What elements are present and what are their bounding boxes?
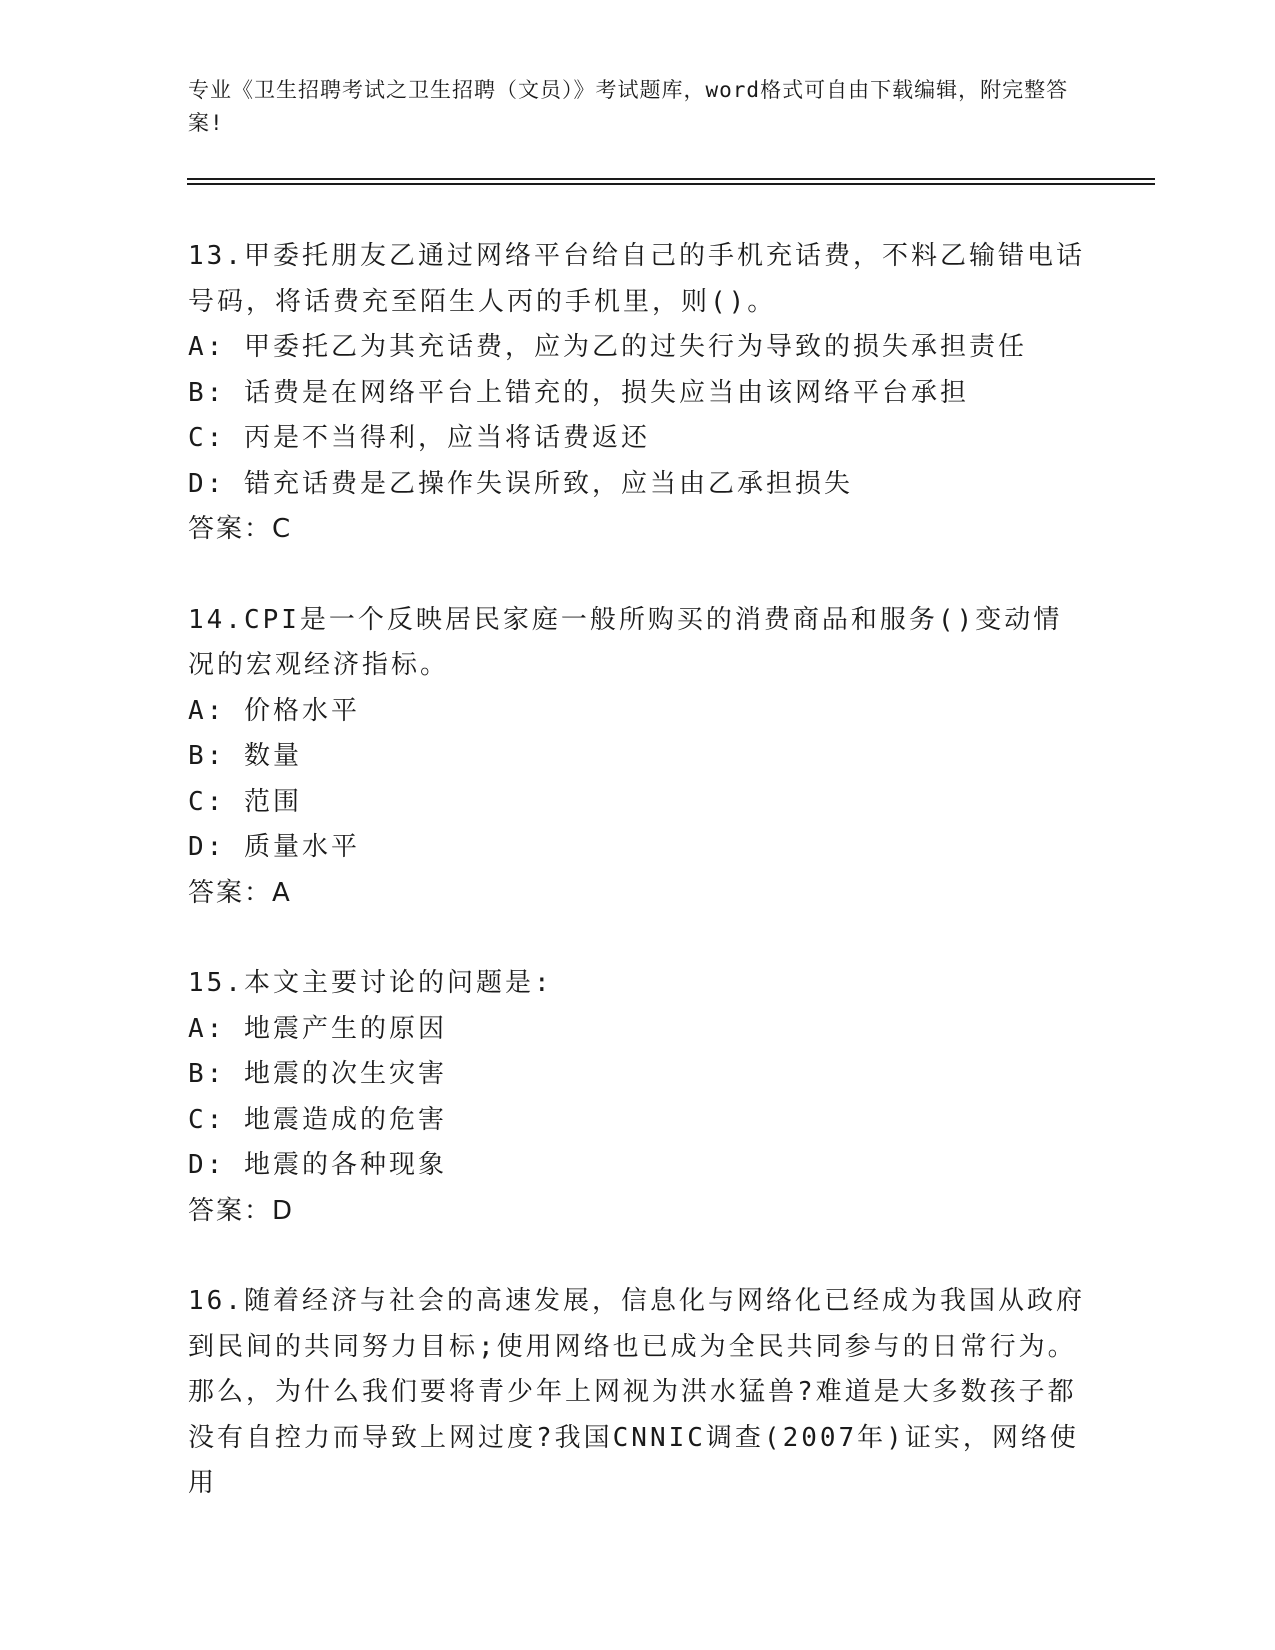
header-divider [187,178,1155,180]
option-d: D: 错充话费是乙操作失误所致，应当由乙承担损失 [188,468,853,499]
option-a: A: 价格水平 [188,695,360,726]
header-divider-second [187,183,1155,185]
question-stem: 15.本文主要讨论的问题是: [188,968,553,998]
option-c: C: 范围 [188,786,302,817]
question-stem: 13.甲委托朋友乙通过网络平台给自己的手机充话费，不料乙输错电话号码，将话费充至陌生人丙的手机里，则()。 [188,241,1085,317]
option-a: A: 地震产生的原因 [188,1013,447,1044]
option-b: B: 话费是在网络平台上错充的，损失应当由该网络平台承担 [188,377,969,408]
option-b: B: 数量 [188,741,302,771]
answer-line: 答案：D [188,1195,295,1226]
question-14 [188,598,1088,917]
option-b: B: 地震的次生灾害 [188,1059,447,1089]
question-stem: 16.随着经济与社会的高速发展，信息化与网络化已经成为我国从政府到民间的共同努力目标;使用网络也已成为全民共同参与的日常行为。那么，为什么我们要将青少年上网视为洪水猛兽?难道是大多数孩子都没有自控力而导致上网过度?我国CNNIC调查(2007年)证实，网络使用 [188,1286,1085,1498]
answer-line: 答案：A [188,877,292,908]
option-c: C: 丙是不当得利，应当将话费返还 [188,423,650,453]
questions-list [188,234,1088,1552]
option-a: A: 甲委托乙为其充话费，应为乙的过失行为导致的损失承担责任 [188,332,1027,362]
option-c: C: 地震造成的危害 [188,1104,447,1135]
document-header: 专业《卫生招聘考试之卫生招聘（文员）》考试题库，word格式可自由下载编辑，附完整答案! [188,78,1069,135]
question-15 [188,961,1088,1234]
question-stem: 14.CPI是一个反映居民家庭一般所购买的消费商品和服务()变动情况的宏观经济指标。 [188,604,1063,680]
question-16 [188,1279,1088,1507]
option-d: D: 地震的各种现象 [188,1150,447,1180]
question-13 [188,234,1088,553]
answer-line: 答案：C [188,514,293,544]
option-d: D: 质量水平 [188,832,360,862]
